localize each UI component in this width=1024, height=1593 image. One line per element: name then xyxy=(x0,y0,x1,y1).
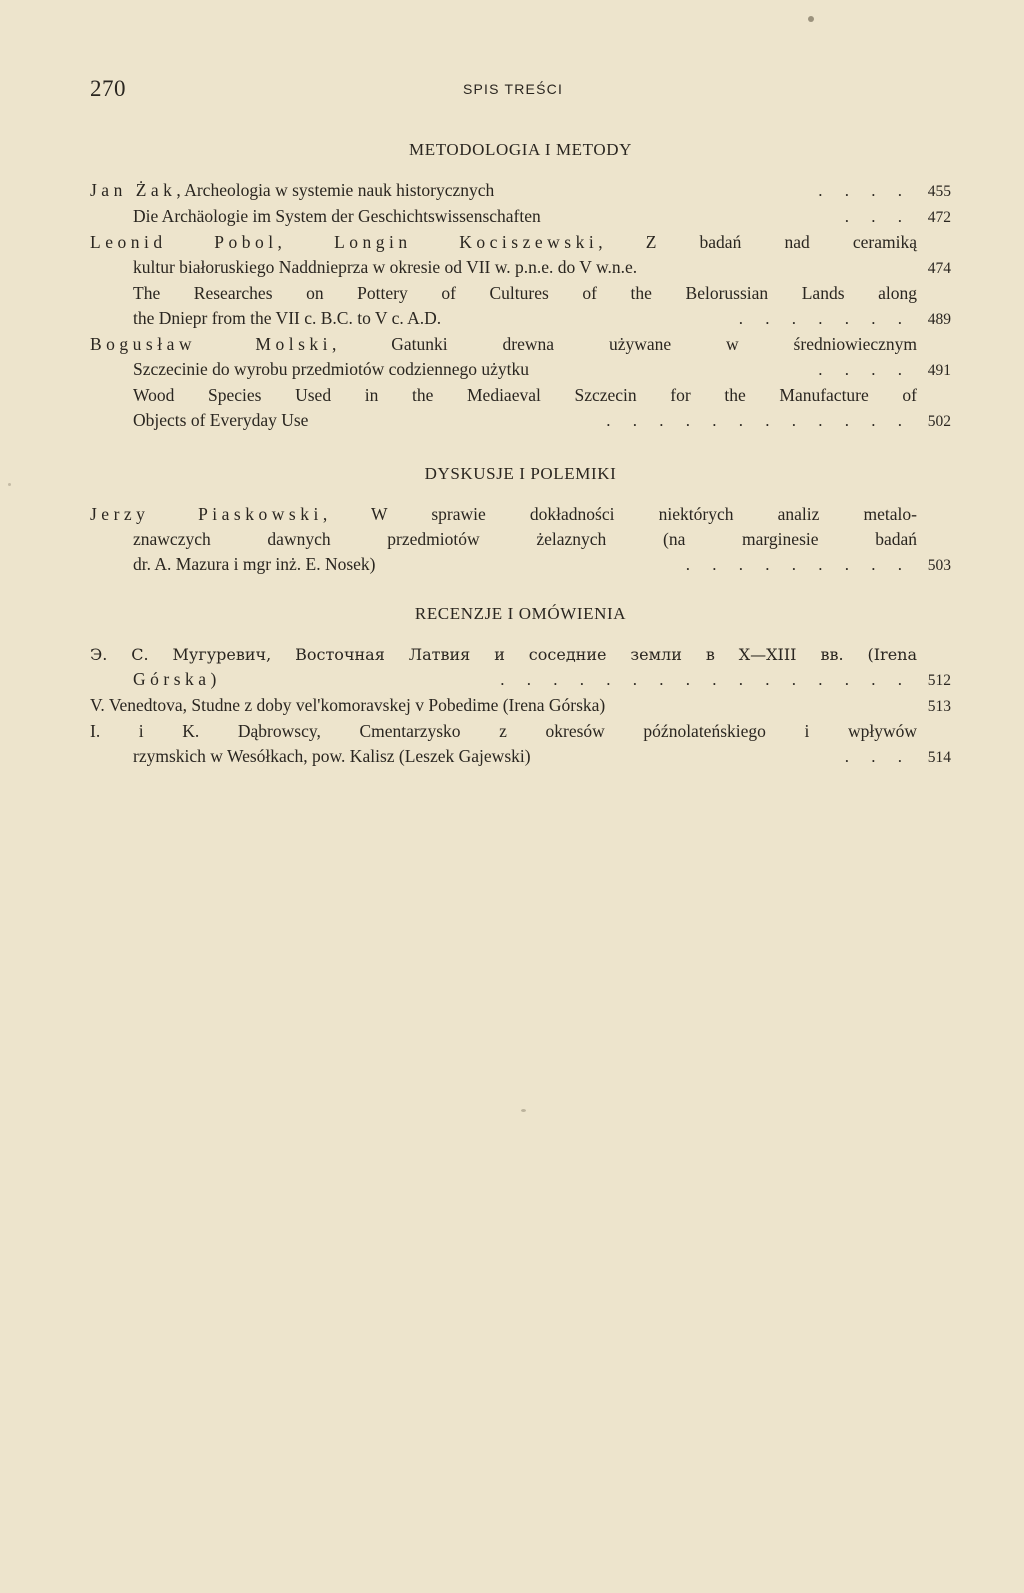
section-heading: METODOLOGIA I METODY xyxy=(409,140,632,159)
paper-speck xyxy=(521,1109,526,1112)
paper-speck xyxy=(8,483,11,486)
toc-entry xyxy=(90,502,951,578)
dot-leader: . . . . xyxy=(818,181,911,200)
dot-leader: . . . xyxy=(844,747,911,766)
toc-entry xyxy=(90,642,951,693)
entry-title: , Gatunki drewna używane w średniowiecznym xyxy=(332,334,917,354)
entry-page-number: 502 xyxy=(927,413,951,430)
table-of-contents xyxy=(90,140,951,770)
entry-translation: The Researches on Pottery of Cultures of the Belorussian Lands along xyxy=(133,283,917,303)
entry-page-number: 491 xyxy=(927,362,951,379)
entry-page-number: 472 xyxy=(927,209,951,226)
entry-page-number: 455 xyxy=(927,183,951,200)
entry-author: Bogusław Molski xyxy=(90,334,332,354)
entry-title: , Archeologia w systemie nauk historycznych xyxy=(176,180,495,200)
dot-leader: . . . . . . . . . . . . xyxy=(606,411,911,430)
entry-title-continued: rzymskich w Wesółkach, pow. Kalisz (Leszek Gajewski) xyxy=(133,746,531,766)
entry-title: V. Venedtova, Studne z doby vel'komoravskej v Pobedime (Irena Górska) xyxy=(90,695,606,715)
entry-translation: Die Archäologie im System der Geschichtswissenschaften xyxy=(133,206,541,226)
entry-title-continued: Szczecinie do wyrobu przedmiotów codziennego użytku xyxy=(133,359,530,379)
toc-entry xyxy=(90,719,951,770)
section-metodologia xyxy=(90,140,951,434)
entry-page-number: 512 xyxy=(927,672,951,689)
entry-reviewer: Górska) xyxy=(133,669,221,689)
page-number: 270 xyxy=(90,76,126,101)
dot-leader: . . . . . . . . . . . . . . . . xyxy=(500,670,911,689)
section-dyskusje xyxy=(90,464,951,578)
entry-author: Leonid Pobol, Longin Kociszewski xyxy=(90,232,599,252)
dot-leader: . . . . . . . xyxy=(738,309,911,328)
entry-page-number: 503 xyxy=(927,557,951,574)
entry-translation-continued: the Dniepr from the VII c. B.C. to V c. A.D. xyxy=(133,308,442,328)
dot-leader: . . . . . . . . . xyxy=(685,555,911,574)
entry-page-number: 474 xyxy=(927,260,951,277)
section-heading: DYSKUSJE I POLEMIKI xyxy=(424,464,617,483)
entry-title-continued: kultur białoruskiego Naddnieprza w okresie od VII w. p.n.e. do V w.n.e. xyxy=(133,257,638,277)
running-title: SPIS TREŚCI xyxy=(462,81,564,97)
entry-title-continued: dr. A. Mazura i mgr inż. E. Nosek) xyxy=(133,554,376,574)
entry-title: , Z badań nad ceramiką xyxy=(598,232,917,252)
entry-page-number: 489 xyxy=(927,311,951,328)
dot-leader: . . . . xyxy=(818,360,911,379)
toc-entry xyxy=(90,332,951,434)
toc-entry xyxy=(90,230,951,332)
entry-title: , W sprawie dokładności niektórych analiz metalo- xyxy=(322,504,917,524)
running-header xyxy=(90,76,936,106)
entry-author: Jan Żak xyxy=(90,180,177,200)
entry-page-number: 513 xyxy=(927,698,951,715)
entry-page-number: 514 xyxy=(927,749,951,766)
section-recenzje xyxy=(90,604,951,770)
entry-title: Э. С. Мугуревич, Восточная Латвия и соседние земли в X—XIII вв. (Irena xyxy=(90,645,917,664)
entry-translation-continued: Objects of Everyday Use xyxy=(133,410,309,430)
dot-leader: . . . xyxy=(844,207,911,226)
toc-entry xyxy=(90,178,951,230)
toc-entry xyxy=(90,693,951,719)
entry-title: I. i K. Dąbrowscy, Cmentarzysko z okresów późnolateńskiego i wpływów xyxy=(90,721,917,741)
entry-title-continued: znawczych dawnych przedmiotów żelaznych (na marginesie badań xyxy=(133,529,917,549)
paper-speck xyxy=(808,16,814,22)
entry-translation: Wood Species Used in the Mediaeval Szczecin for the Manufacture of xyxy=(133,385,917,405)
section-heading: RECENZJE I OMÓWIENIA xyxy=(414,604,627,623)
entry-author: Jerzy Piaskowski xyxy=(90,504,323,524)
